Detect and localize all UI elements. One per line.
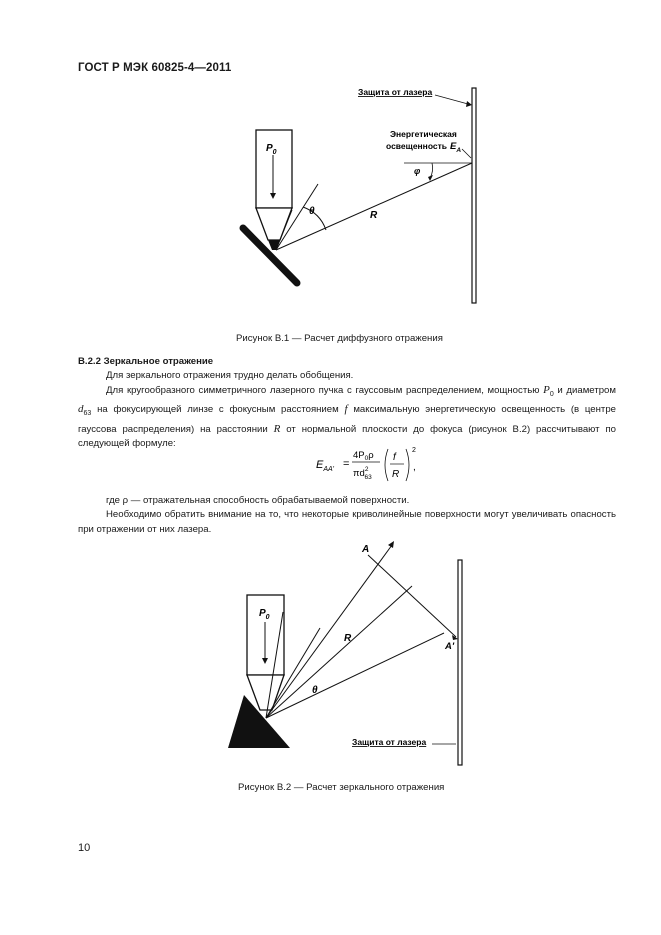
- reflected-ray-r: [276, 163, 472, 250]
- protection-label: Защита от лазера: [358, 87, 433, 97]
- power-label: $P_0$: [266, 143, 277, 156]
- paragraph-3: где ρ — отражательная способность обрабатываемой поверхности.: [106, 495, 410, 506]
- theta-label: θ: [309, 206, 315, 217]
- r-label: R: [370, 210, 378, 221]
- svg-text:πd263: $\pi d^2$ 63: [353, 466, 372, 481]
- svg-text:=: =: [343, 458, 350, 470]
- irradiance-pointer: [462, 149, 471, 158]
- r-label: R: [344, 633, 352, 644]
- paragraph-1: Для зеркального отражения трудно делать обобщения.: [106, 370, 354, 381]
- standard-header: ГОСТ Р МЭК 60825-4—2011: [78, 62, 232, 74]
- paragraph-2: Для кругообразного симметричного лазерного пучка с гауссовым распределением, мощностью $P_0$ и диаметром $d_{63}$ на фокусирующей линзе с фокусным расстоянием f максимальную энергетическую освещенность (в центре гауссова распределения) на расстоянии R от нормальной плоскости до фокуса (рисунок В.2) рассчитывают по следующей формуле:: [78, 384, 616, 450]
- irradiance-formula: [0, 440, 661, 485]
- reflected-ray: [266, 545, 392, 718]
- irradiance-label-line2: освещенность $E_A$: [386, 141, 462, 154]
- svg-text:2: 2: [412, 447, 416, 454]
- figure1-caption: Рисунок В.1 — Расчет диффузного отражения: [236, 333, 443, 344]
- svg-text:,: ,: [413, 462, 416, 473]
- svg-text:EAA': $E_{AA'}$: [316, 459, 335, 473]
- section-heading: В.2.2 Зеркальное отражение: [78, 356, 214, 367]
- svg-text:f: f: [393, 452, 396, 463]
- page-number: 10: [78, 842, 91, 854]
- a-label: A: [362, 544, 370, 555]
- a-prime-label: A': [445, 641, 455, 652]
- svg-text:4P0ρ: $4P_0\rho$: [353, 450, 374, 462]
- reflected-ray: [266, 586, 412, 718]
- theta-label: θ: [312, 685, 318, 696]
- irradiance-label-line1: Энергетическая: [390, 129, 457, 139]
- figure-specular-reflection: [0, 535, 661, 775]
- paragraph-4: Необходимо обратить внимание на то, что некоторые криволинейные поверхности могут увеличивать опасность при отражении от них лазера.: [78, 509, 616, 535]
- protection-label: Защита от лазера: [352, 737, 427, 747]
- svg-text:R: R: [392, 469, 400, 480]
- figure2-caption: Рисунок В.2 — Расчет зеркального отражения: [238, 782, 445, 793]
- laser-guard-screen: [458, 560, 462, 765]
- protection-pointer: [435, 95, 468, 104]
- a-a-prime-line: [368, 555, 456, 637]
- protection-arrowhead: [466, 101, 472, 107]
- phi-label: φ: [414, 166, 421, 176]
- figure-diffuse-reflection: [0, 80, 661, 330]
- reflected-ray-r: [266, 633, 444, 718]
- laser-nozzle: [247, 675, 284, 710]
- laser-guard-screen: [472, 88, 476, 303]
- power-label: $P_0$: [259, 608, 270, 621]
